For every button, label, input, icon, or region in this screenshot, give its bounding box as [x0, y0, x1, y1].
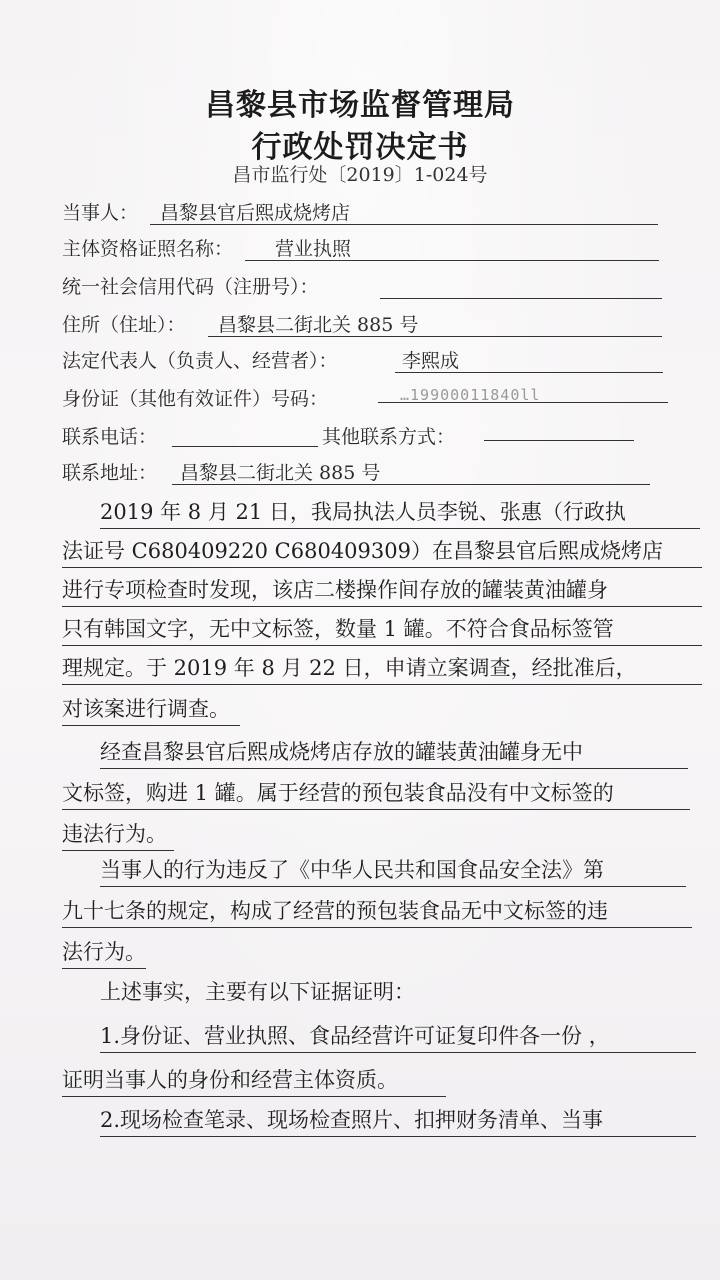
phone-underline — [172, 446, 318, 447]
id-underline — [378, 402, 668, 403]
credit-code-underline — [380, 298, 662, 299]
cert-name-label: 主体资格证照名称： — [62, 238, 234, 260]
p3-line-3: 法行为。 — [62, 936, 146, 969]
p1-line-6: 对该案进行调查。 — [62, 693, 240, 726]
address-value: 昌黎县二街北关 885 号 — [218, 314, 419, 336]
p3-line-1: 当事人的行为违反了《中华人民共和国食品安全法》第 — [100, 854, 686, 887]
address-label: 住所（住址）： — [62, 314, 186, 336]
p1-line-5: 理规定。于 2019 年 8 月 22 日，申请立案调查，经批准后， — [62, 652, 702, 685]
p1-line-3: 进行专项检查时发现，该店二楼操作间存放的罐装黄油罐身 — [62, 574, 702, 607]
party-label: 当事人： — [62, 202, 139, 224]
address-underline — [208, 336, 662, 337]
credit-code-label: 统一社会信用代码（注册号）： — [62, 276, 319, 298]
id-label: 身份证（其他有效证件）号码： — [62, 388, 329, 410]
contact-address-underline — [172, 484, 650, 485]
cert-name-value: 营业执照 — [275, 238, 352, 260]
contact-address-label: 联系地址： — [62, 462, 158, 484]
evidence-intro: 上述事实，主要有以下证据证明： — [100, 980, 415, 1004]
p2-line-2: 文标签，购进 1 罐。属于经营的预包装食品没有中文标签的 — [62, 777, 690, 810]
party-field — [62, 198, 138, 225]
cert-name-underline — [245, 260, 659, 261]
document-number: 昌市监行处〔2019〕1-024号 — [232, 164, 488, 186]
agency-title: 昌黎县市场监督管理局 — [205, 88, 515, 123]
party-underline — [150, 224, 658, 225]
evidence-1-line-2: 证明当事人的身份和经营主体资质。 — [62, 1064, 446, 1097]
p3-line-2: 九十七条的规定，构成了经营的预包装食品无中文标签的违 — [62, 895, 692, 928]
p2-line-3: 违法行为。 — [62, 818, 174, 851]
p2-line-1: 经查昌黎县官后熙成烧烤店存放的罐装黄油罐身无中 — [100, 736, 688, 769]
other-contact-underline — [484, 440, 634, 441]
phone-label: 联系电话： — [62, 426, 158, 448]
evidence-2-line-1: 2.现场检查笔录、现场检查照片、扣押财务清单、当事 — [100, 1104, 696, 1137]
id-value: …19900011840ll — [400, 386, 541, 404]
p1-line-1: 2019 年 8 月 21 日，我局执法人员李锐、张惠（行政执 — [100, 496, 700, 529]
legal-rep-underline — [395, 372, 663, 373]
evidence-1-line-1: 1.身份证、营业执照、食品经营许可证复印件各一份 ， — [100, 1020, 696, 1053]
legal-rep-label: 法定代表人（负责人、经营者）： — [62, 350, 338, 372]
contact-address-value: 昌黎县二街北关 885 号 — [180, 462, 381, 484]
p1-line-4: 只有韩国文字，无中文标签，数量 1 罐。不符合食品标签管 — [62, 613, 702, 646]
other-contact-label: 其他联系方式： — [322, 426, 456, 448]
document-title: 行政处罚决定书 — [251, 130, 469, 165]
legal-rep-value: 李熙成 — [402, 350, 460, 372]
party-value: 昌黎县官后熙成烧烤店 — [160, 202, 351, 224]
p1-line-2: 法证号 C680409220 C680409309）在昌黎县官后熙成烧烤店 — [62, 535, 702, 568]
